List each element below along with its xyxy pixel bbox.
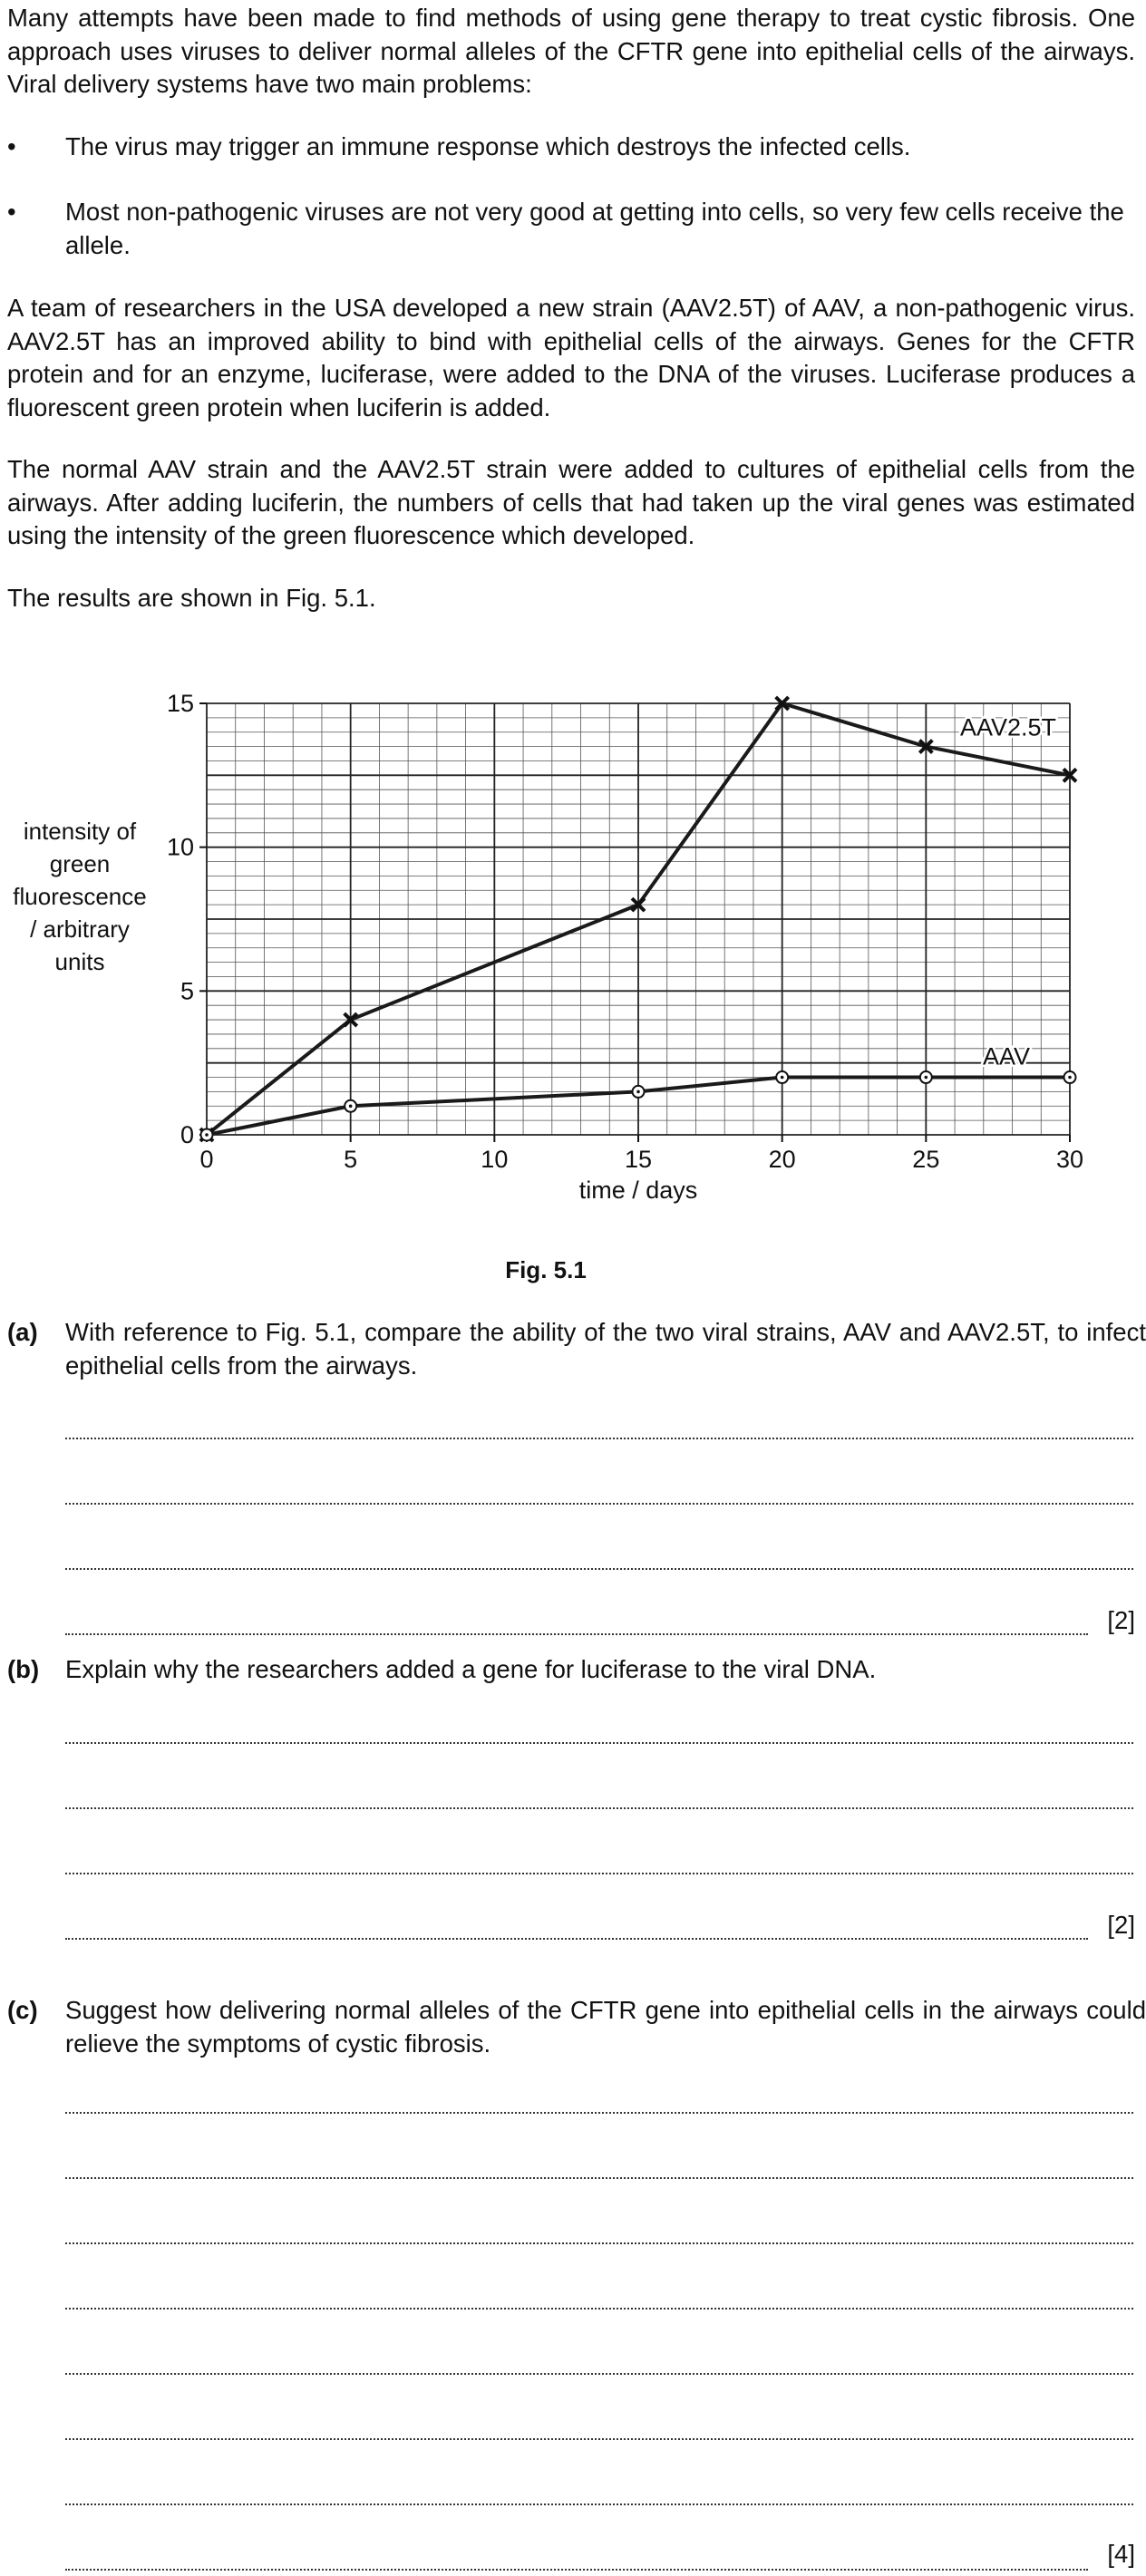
point-dot (781, 1076, 784, 1080)
series-label: AAV (982, 1042, 1031, 1070)
marks-label: [2] (1107, 1911, 1135, 1939)
data-point-circle (201, 1129, 213, 1141)
series-label: AAV2.5T (959, 713, 1057, 741)
line-chart (0, 662, 1146, 1206)
question-text: Suggest how delivering normal alleles of the CFTR gene into epithelial cells in the airways could relieve the symptoms of cystic fibrosis. (65, 1996, 1146, 2058)
point-dot (205, 1133, 209, 1137)
intro-paragraph-3: The normal AAV strain and the AAV2.5T strain were added to cultures of epithelial cells from the airways. After adding luciferin, the numbers of cells that had taken up the viral genes was estimated using the intensity of the green fluorescence which developed. (7, 455, 1135, 549)
y-axis-label-line: units (54, 948, 105, 975)
point-dot (1068, 1076, 1072, 1080)
marks-label: [4] (1107, 2540, 1135, 2568)
intro-paragraph-2: A team of researchers in the USA developed a new strain (AAV2.5T) of AAV, a non-pathogenic virus. AAV2.5T has an improved ability to bind with epithelial cells of the airways. Genes for the CFTR protein and for an enzyme, luciferase, were added to the DNA of the viruses. Luciferase produces a fluorescent green protein when luciferin is added. (7, 294, 1135, 421)
bullet-icon: • (7, 198, 16, 226)
point-dot (636, 1090, 640, 1094)
answer-line[interactable] (65, 2373, 1133, 2375)
point-dot (349, 1104, 353, 1108)
figure-5-1 (0, 662, 1146, 1206)
x-tick-label: 0 (199, 1146, 214, 1173)
answer-line[interactable] (65, 1807, 1133, 1809)
y-axis-label-line: intensity of (23, 818, 137, 845)
point-dot (925, 1076, 928, 1080)
answer-line[interactable] (65, 2438, 1133, 2440)
question-text: With reference to Fig. 5.1, compare the ability of the two viral strains, AAV and AAV2.5T, to infect epithelial cells from the airways. (65, 1318, 1146, 1380)
y-axis-label-line: green (49, 850, 111, 877)
y-axis-label (13, 818, 146, 975)
bullet-text-1: The virus may trigger an immune response which destroys the infected cells. (65, 132, 911, 160)
y-tick-label: 0 (180, 1121, 194, 1148)
answer-line[interactable] (65, 2308, 1133, 2310)
x-tick-label: 20 (768, 1146, 796, 1173)
figure-caption: Fig. 5.1 (505, 1256, 587, 1283)
question-text: Explain why the researchers added a gene for luciferase to the viral DNA. (65, 1655, 877, 1683)
y-axis-label-line: / arbitrary (30, 915, 130, 943)
marks-label: [2] (1107, 1606, 1135, 1634)
axis-ticks (167, 690, 1083, 1173)
answer-line[interactable] (65, 1503, 1133, 1505)
x-tick-label: 15 (624, 1146, 653, 1173)
intro-paragraph-4: The results are shown in Fig. 5.1. (7, 584, 376, 612)
y-tick-label: 10 (166, 833, 194, 861)
question-label: (c) (7, 1996, 38, 2024)
y-tick-label: 15 (166, 690, 194, 717)
y-tick-label: 5 (180, 977, 194, 1005)
intro-paragraph-1: Many attempts have been made to find methods of using gene therapy to treat cystic fibrosis. One approach uses viruses to deliver normal alleles of the CFTR gene into epithelial cells of the airways. Viral delivery systems have two main problems: (7, 4, 1135, 98)
answer-line[interactable] (65, 1742, 1133, 1744)
answer-line[interactable] (65, 2112, 1133, 2114)
x-tick-label: 10 (481, 1146, 509, 1173)
answer-line[interactable] (65, 1873, 1133, 1874)
question-label: (b) (7, 1655, 40, 1683)
data-point-circle (776, 1071, 788, 1083)
y-axis-label-line: fluorescence (13, 883, 147, 910)
answer-line[interactable] (65, 2177, 1133, 2179)
answer-line[interactable] (65, 2569, 1088, 2571)
answer-line[interactable] (65, 1438, 1133, 1439)
bullet-text-2: Most non-pathogenic viruses are not very good at getting into cells, so very few cells receive the allele. (65, 198, 1124, 259)
bullet-icon: • (7, 132, 16, 160)
answer-line[interactable] (65, 1938, 1088, 1940)
grid-major (207, 703, 1070, 1135)
question-label: (a) (7, 1318, 38, 1346)
answer-line[interactable] (65, 2242, 1133, 2244)
x-axis-label: time / days (578, 1177, 698, 1204)
answer-line[interactable] (65, 1568, 1133, 1570)
data-point-circle (1064, 1071, 1076, 1083)
data-point-circle (633, 1086, 645, 1098)
x-tick-label: 30 (1055, 1146, 1084, 1173)
x-tick-label: 5 (344, 1146, 358, 1173)
x-tick-label: 25 (912, 1146, 940, 1173)
answer-line[interactable] (65, 2503, 1133, 2505)
answer-line[interactable] (65, 1633, 1088, 1635)
data-point-circle (345, 1100, 356, 1112)
data-point-circle (920, 1071, 932, 1083)
